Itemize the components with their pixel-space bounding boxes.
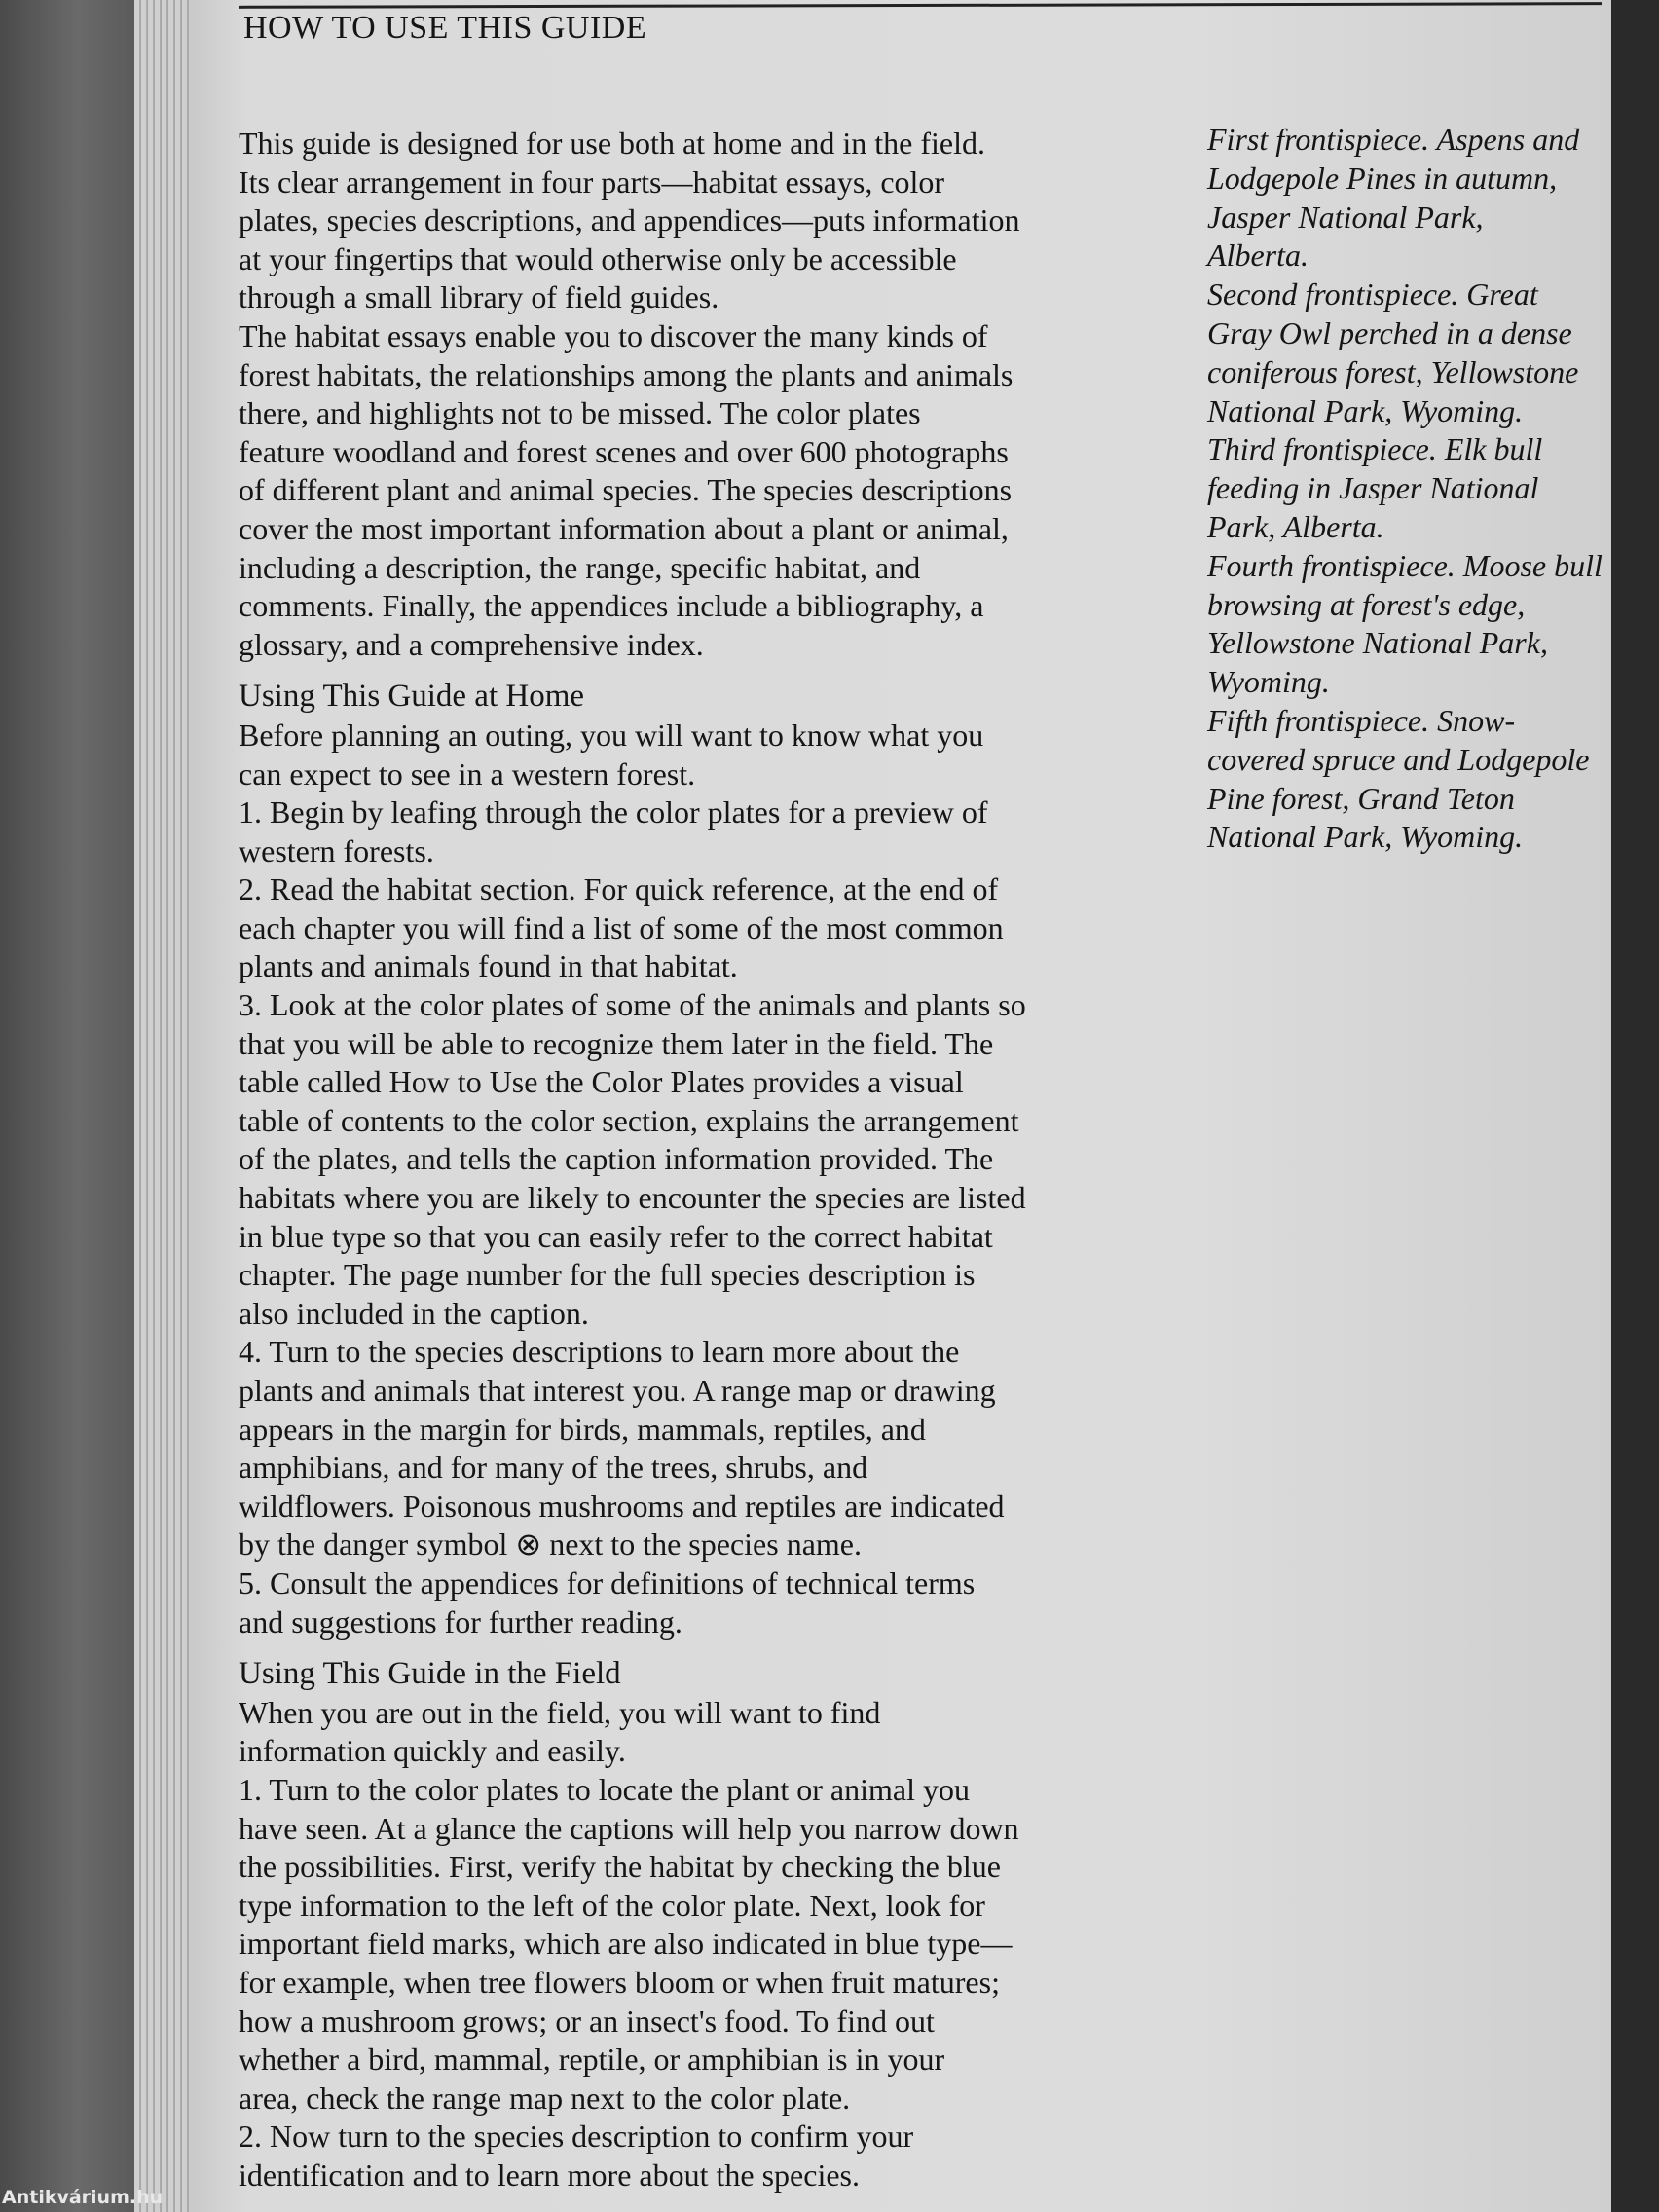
text-line: 5. Consult the appendices for definitions of technical terms bbox=[239, 1565, 976, 1601]
section-heading: Using This Guide in the Field bbox=[239, 1656, 621, 1692]
text-line: plates, species descriptions, and appendices—puts information bbox=[239, 203, 1020, 239]
text-line: western forests. bbox=[239, 832, 434, 868]
text-line: whether a bird, mammal, reptile, or amphibian is in your bbox=[239, 2042, 945, 2078]
text-line: that you will be able to recognize them later in the field. The bbox=[239, 1025, 994, 1061]
text-line: also included in the caption. bbox=[239, 1295, 589, 1331]
text-line: important field marks, which are also indicated in blue type— bbox=[239, 1926, 1013, 1962]
text-line: type information to the left of the color plate. Next, look for bbox=[239, 1887, 985, 1923]
caption-line: Gray Owl perched in a dense bbox=[1207, 314, 1572, 350]
caption-line: Fourth frontispiece. Moose bull bbox=[1207, 547, 1603, 583]
text-line: Its clear arrangement in four parts—habitat essays, color bbox=[239, 164, 945, 200]
text-line: The habitat essays enable you to discover the many kinds of bbox=[239, 317, 988, 353]
text-line: wildflowers. Poisonous mushrooms and reptiles are indicated bbox=[239, 1488, 1005, 1524]
frontispiece-captions bbox=[1207, 121, 1616, 857]
text-line: have seen. At a glance the captions will help you narrow down bbox=[239, 1810, 1019, 1846]
caption-line: Jasper National Park, bbox=[1207, 199, 1484, 235]
caption-line: National Park, Wyoming. bbox=[1207, 392, 1524, 428]
text-line: table called How to Use the Color Plates provides a visual bbox=[239, 1064, 964, 1100]
text-line: including a description, the range, specific habitat, and bbox=[239, 549, 921, 585]
text-line: area, check the range map next to the color plate. bbox=[239, 2080, 851, 2116]
text-line: at your fingertips that would otherwise only be accessible bbox=[239, 240, 957, 276]
page-edges bbox=[134, 0, 193, 2212]
text-line: 2. Read the habitat section. For quick reference, at the end of bbox=[239, 871, 999, 907]
text-line: and suggestions for further reading. bbox=[239, 1604, 682, 1640]
caption-line: browsing at forest's edge, bbox=[1207, 586, 1526, 622]
caption-line: Fifth frontispiece. Snow- bbox=[1207, 702, 1516, 738]
text-line: Before planning an outing, you will want to know what you bbox=[239, 717, 984, 753]
text-line: This guide is designed for use both at home and in the field. bbox=[239, 126, 985, 161]
text-line: 1. Begin by leafing through the color plates for a preview of bbox=[239, 794, 988, 830]
text-line: habitats where you are likely to encounter the species are listed bbox=[239, 1180, 1026, 1216]
caption-line: Alberta. bbox=[1207, 238, 1309, 274]
text-line: of the plates, and tells the caption information provided. The bbox=[239, 1141, 994, 1177]
text-line: cover the most important information about a plant or animal, bbox=[239, 510, 1009, 546]
background-right bbox=[1611, 0, 1659, 2212]
caption-line: Wyoming. bbox=[1207, 664, 1330, 700]
text-line: plants and animals found in that habitat. bbox=[239, 948, 738, 984]
text-line: the possibilities. First, verify the habitat by checking the blue bbox=[239, 1849, 1001, 1885]
text-line: through a small library of field guides. bbox=[239, 279, 719, 315]
text-line: 2. Now turn to the species description to confirm your bbox=[239, 2119, 914, 2155]
text-line: appears in the margin for birds, mammals, reptiles, and bbox=[239, 1411, 926, 1447]
text-line: for example, when tree flowers bloom or when fruit matures; bbox=[239, 1964, 1000, 2000]
caption-line: Park, Alberta. bbox=[1207, 508, 1384, 544]
caption-line: Yellowstone National Park, bbox=[1207, 625, 1548, 661]
text-line: each chapter you will find a list of some of the most common bbox=[239, 909, 1004, 945]
caption-line: Lodgepole Pines in autumn, bbox=[1207, 160, 1558, 196]
text-line: information quickly and easily. bbox=[239, 1733, 626, 1769]
text-line: table of contents to the color section, explains the arrangement bbox=[239, 1102, 1019, 1138]
text-line: 1. Turn to the color plates to locate the plant or animal you bbox=[239, 1771, 970, 1807]
caption-line: National Park, Wyoming. bbox=[1207, 819, 1524, 855]
text-line: by the danger symbol ⊗ next to the species name. bbox=[239, 1527, 862, 1563]
main-text-column bbox=[239, 125, 1193, 2194]
caption-line: Second frontispiece. Great bbox=[1207, 276, 1538, 313]
text-line: identification and to learn more about the species. bbox=[239, 2157, 860, 2193]
caption-line: covered spruce and Lodgepole bbox=[1207, 741, 1590, 777]
text-line: plants and animals that interest you. A range map or drawing bbox=[239, 1373, 996, 1408]
text-line: can expect to see in a western forest. bbox=[239, 756, 696, 792]
text-line: 4. Turn to the species descriptions to learn more about the bbox=[239, 1334, 960, 1370]
caption-line: Pine forest, Grand Teton bbox=[1207, 780, 1515, 816]
text-line: glossary, and a comprehensive index. bbox=[239, 626, 704, 662]
text-line: in blue type so that you can easily refer to the correct habitat bbox=[239, 1218, 993, 1254]
text-line: there, and highlights not to be missed. The color plates bbox=[239, 395, 921, 431]
caption-line: coniferous forest, Yellowstone bbox=[1207, 353, 1579, 389]
text-line: chapter. The page number for the full species description is bbox=[239, 1257, 976, 1293]
section-heading: Using This Guide at Home bbox=[239, 679, 585, 715]
caption-line: First frontispiece. Aspens and bbox=[1207, 122, 1580, 157]
text-line: of different plant and animal species. The species descriptions bbox=[239, 472, 1013, 508]
caption-line: Third frontispiece. Elk bull bbox=[1207, 431, 1543, 467]
text-line: feature woodland and forest scenes and over 600 photographs bbox=[239, 433, 1009, 469]
text-line: 3. Look at the color plates of some of the animals and plants so bbox=[239, 987, 1026, 1023]
running-head: HOW TO USE THIS GUIDE bbox=[243, 10, 647, 46]
caption-line: feeding in Jasper National bbox=[1207, 470, 1539, 506]
text-line: forest habitats, the relationships among the plants and animals bbox=[239, 356, 1014, 392]
text-line: comments. Finally, the appendices include a bibliography, a bbox=[239, 588, 984, 624]
text-line: how a mushroom grows; or an insect's food. To find out bbox=[239, 2003, 935, 2039]
text-line: amphibians, and for many of the trees, shrubs, and bbox=[239, 1450, 868, 1486]
watermark: Antikvárium.hu bbox=[2, 2187, 164, 2208]
text-line: When you are out in the field, you will want to find bbox=[239, 1694, 881, 1730]
